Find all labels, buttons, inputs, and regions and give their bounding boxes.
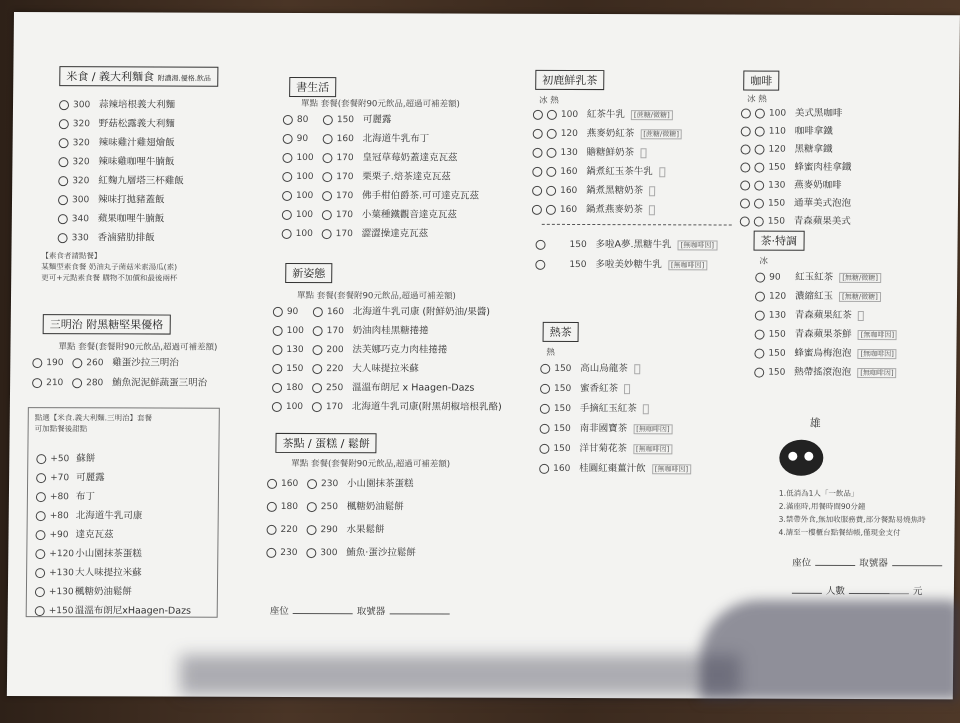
menu-item[interactable]: 100 170 佛手柑伯爵茶.可可達克瓦茲 — [282, 187, 479, 202]
check-circle-icon[interactable] — [533, 128, 543, 138]
check-circle-icon[interactable] — [754, 180, 764, 190]
menu-item[interactable]: 160 桂圓紅棗薑汁飲 [無咖啡因] — [539, 460, 691, 475]
check-circle-icon[interactable] — [59, 119, 69, 129]
seat-field-left: 座位 取號器 — [270, 603, 454, 618]
menu-item[interactable]: 150 蜜香紅茶 — [540, 380, 630, 394]
check-circle-icon[interactable] — [59, 100, 69, 110]
mascot-icon — [779, 440, 823, 476]
menu-item[interactable]: 160 鍋煮紅玉茶牛乳 — [532, 163, 665, 177]
check-circle-icon[interactable] — [273, 325, 283, 335]
check-circle-icon[interactable] — [322, 153, 332, 163]
menu-item[interactable]: +150溫溫布朗尼xHaagen-Dazs — [35, 602, 191, 617]
check-circle-icon[interactable] — [754, 367, 764, 377]
check-circle-icon[interactable] — [540, 383, 550, 393]
mascot-label: 雄 — [809, 416, 821, 430]
check-circle-icon[interactable] — [533, 109, 543, 119]
menu-item[interactable]: 150 手摘紅玉紅茶 — [540, 400, 649, 414]
check-circle-icon[interactable] — [36, 454, 46, 464]
check-circle-icon[interactable] — [532, 147, 542, 157]
menu-item[interactable]: 320 野菇松露義大利麵 — [59, 115, 175, 129]
check-circle-icon[interactable] — [273, 306, 283, 316]
coffee-section-title: 咖啡 — [743, 71, 779, 91]
new-header: 單點 套餐(套餐附90元飲品,超過可補差額) — [296, 291, 456, 302]
menu-item[interactable]: +50 蘇餅 — [36, 450, 95, 464]
check-circle-icon[interactable] — [36, 511, 46, 521]
milk-header: 冰 熱 — [539, 95, 559, 106]
check-circle-icon[interactable] — [741, 108, 751, 118]
coffee-header: 冰 熱 — [747, 94, 767, 105]
check-circle-icon[interactable] — [546, 204, 556, 214]
check-circle-icon[interactable] — [312, 383, 322, 393]
hot-header: 熱 — [546, 347, 555, 358]
menu-item[interactable]: 230 300 鮪魚·蛋沙拉鬆餅 — [266, 544, 416, 559]
check-circle-icon[interactable] — [283, 114, 293, 124]
menu-item[interactable]: +130大人味提拉米蘇 — [35, 564, 142, 578]
check-circle-icon[interactable] — [266, 547, 276, 557]
menu-item[interactable]: 90 160 北海道牛乳布丁 — [283, 130, 430, 145]
menu-item[interactable]: 130 青森蘋果紅茶 — [755, 307, 864, 321]
menu-item[interactable]: 100 紅茶牛乳 [蔗糖/微糖] — [533, 106, 673, 120]
check-circle-icon[interactable] — [312, 345, 322, 355]
menu-item[interactable]: 90 160 北海道牛乳司康 (附鮮奶油/果醬) — [273, 303, 490, 318]
check-circle-icon[interactable] — [532, 204, 542, 214]
menu-item[interactable]: 100 170 奶油肉桂黑糖捲捲 — [273, 322, 429, 337]
menu-item[interactable]: 100 170 小葉種鐵觀音達克瓦茲 — [282, 206, 457, 221]
check-circle-icon[interactable] — [755, 291, 765, 301]
menu-item[interactable]: 150 蜂蜜烏梅泡泡 [無咖啡因] — [754, 345, 897, 359]
check-circle-icon[interactable] — [313, 307, 323, 317]
check-circle-icon[interactable] — [72, 378, 82, 388]
check-circle-icon[interactable] — [282, 209, 292, 219]
menu-item[interactable]: 150 洋甘菊花茶 [無咖啡因] — [539, 440, 672, 454]
check-circle-icon[interactable] — [312, 364, 322, 374]
check-circle-icon[interactable] — [267, 478, 277, 488]
tea-header: 冰 — [759, 256, 768, 267]
check-circle-icon[interactable] — [754, 198, 764, 208]
hand-shadow — [180, 655, 740, 695]
dashed-divider — [542, 224, 732, 226]
check-circle-icon[interactable] — [755, 329, 765, 339]
check-circle-icon[interactable] — [540, 423, 550, 433]
menu-item[interactable]: +90 達克瓦茲 — [35, 526, 113, 540]
menu-item[interactable]: 110 咖啡拿鐵 — [741, 123, 833, 137]
check-circle-icon[interactable] — [740, 162, 750, 172]
check-circle-icon[interactable] — [323, 115, 333, 125]
check-circle-icon[interactable] — [313, 326, 323, 336]
check-circle-icon[interactable] — [306, 548, 316, 558]
check-circle-icon[interactable] — [532, 185, 542, 195]
check-circle-icon[interactable] — [307, 479, 317, 489]
menu-item[interactable]: 150 蜂蜜肉桂拿鐵 — [740, 159, 851, 173]
menu-item[interactable]: 210 280 鮪魚泥泥鮮蔬蛋三明治 — [32, 374, 207, 389]
menu-item[interactable]: 100 170 皇冠草莓奶蓋達克瓦茲 — [282, 149, 457, 164]
check-circle-icon[interactable] — [540, 403, 550, 413]
check-circle-icon[interactable] — [754, 162, 764, 172]
menu-item[interactable]: 100 美式黑咖啡 — [741, 105, 843, 119]
menu-item[interactable]: 150 青森蘋果茶鮮 [無咖啡因] — [755, 326, 898, 340]
check-circle-icon[interactable] — [282, 228, 292, 238]
check-circle-icon[interactable] — [755, 126, 765, 136]
menu-item[interactable]: 330 香滷豬肋排飯 — [58, 229, 155, 243]
check-circle-icon[interactable] — [283, 133, 293, 143]
check-circle-icon[interactable] — [267, 501, 277, 511]
check-circle-icon[interactable] — [539, 443, 549, 453]
check-circle-icon[interactable] — [272, 401, 282, 411]
check-circle-icon[interactable] — [36, 492, 46, 502]
check-circle-icon[interactable] — [323, 134, 333, 144]
check-circle-icon[interactable] — [741, 126, 751, 136]
check-circle-icon[interactable] — [32, 378, 42, 388]
check-circle-icon[interactable] — [282, 190, 292, 200]
check-circle-icon[interactable] — [755, 272, 765, 282]
menu-item[interactable]: 90 紅玉紅茶 [無糖/微糖] — [755, 269, 881, 283]
check-circle-icon[interactable] — [58, 233, 68, 243]
check-circle-icon[interactable] — [755, 310, 765, 320]
check-circle-icon[interactable] — [32, 358, 42, 368]
menu-item[interactable]: 150 熱帶搖滾泡泡 [無咖啡因] — [754, 364, 897, 378]
menu-item[interactable]: 120 濃縮紅玉 [無糖/微糖] — [755, 288, 881, 302]
menu-item[interactable]: +80 北海道牛乳司康 — [36, 507, 143, 521]
menu-item[interactable]: 150 高山烏龍茶 — [540, 360, 640, 374]
check-circle-icon[interactable] — [740, 180, 750, 190]
check-circle-icon[interactable] — [307, 525, 317, 535]
check-circle-icon[interactable] — [535, 259, 545, 269]
addon-note: 點選【米食.義大利麵.三明治】套餐 可加點餐後甜點 — [34, 413, 153, 434]
menu-item[interactable]: 100 170 栗栗子.焙茶達克瓦茲 — [282, 168, 451, 183]
check-circle-icon[interactable] — [307, 502, 317, 512]
seat-field-right: 座位 取號器 — [792, 555, 946, 570]
menu-item[interactable]: 150 多啦A夢.黑糖牛乳 [無咖啡因] — [535, 236, 717, 251]
menu-item[interactable]: +120小山園抹茶蛋糕 — [35, 545, 142, 559]
menu-item[interactable]: 160 鍋煮黑糖奶茶 — [532, 182, 655, 196]
check-circle-icon[interactable] — [755, 108, 765, 118]
check-circle-icon[interactable] — [546, 147, 556, 157]
check-circle-icon[interactable] — [740, 216, 750, 226]
menu-item[interactable]: 150 通華美式泡泡 — [740, 195, 851, 209]
menu-item[interactable]: 160 230 小山園抹茶蛋糕 — [267, 475, 414, 490]
check-circle-icon[interactable] — [272, 363, 282, 373]
menu-item[interactable]: +130楓糖奶油鬆餅 — [35, 583, 132, 597]
menu-item[interactable]: 180 250 溫溫布朗尼 x Haagen-Dazs — [272, 379, 474, 394]
check-circle-icon[interactable] — [59, 138, 69, 148]
menu-item[interactable]: 120 燕麥奶紅茶 [蔗糖/微糖] — [533, 125, 682, 140]
check-circle-icon[interactable] — [547, 128, 557, 138]
check-circle-icon[interactable] — [532, 166, 542, 176]
check-circle-icon[interactable] — [754, 144, 764, 154]
milk-section-title: 初鹿鮮乳茶 — [535, 70, 604, 90]
check-circle-icon[interactable] — [546, 185, 556, 195]
sandwich-section-title: 三明治 附黑糖堅果優格 — [43, 314, 171, 334]
check-circle-icon[interactable] — [35, 606, 45, 616]
check-circle-icon[interactable] — [58, 214, 68, 224]
check-circle-icon[interactable] — [740, 144, 750, 154]
sandwich-header: 單點 套餐(套餐附90元飲品,超過可補差額) — [58, 342, 218, 353]
hot-section-title: 熱茶 — [543, 322, 579, 342]
check-circle-icon[interactable] — [536, 239, 546, 249]
menu-item[interactable]: 150 多啦美妙糖牛乳 [無咖啡因] — [535, 256, 707, 271]
check-circle-icon[interactable] — [272, 344, 282, 354]
check-circle-icon[interactable] — [322, 191, 332, 201]
phone-shadow — [700, 600, 960, 700]
check-circle-icon[interactable] — [322, 229, 332, 239]
check-circle-icon[interactable] — [539, 463, 549, 473]
check-circle-icon[interactable] — [312, 402, 322, 412]
menu-item[interactable]: 150 220 大人味提拉米蘇 — [272, 360, 419, 375]
menu-item[interactable]: 220 290 水果鬆餅 — [267, 521, 385, 535]
menu-item[interactable]: 320 辣味雞汁雞翅燴飯 — [59, 134, 175, 148]
dessert-addon-box — [26, 407, 220, 618]
check-circle-icon[interactable] — [58, 157, 68, 167]
check-circle-icon[interactable] — [282, 152, 292, 162]
check-circle-icon[interactable] — [547, 109, 557, 119]
menu-item[interactable]: 120 黑糖拿鐵 — [740, 141, 832, 155]
menu-item[interactable]: 160 鍋煮燕麥奶茶 — [532, 201, 655, 215]
check-circle-icon[interactable] — [35, 549, 45, 559]
check-circle-icon[interactable] — [35, 587, 45, 597]
menu-item[interactable]: 80 150 可麗露 — [283, 111, 392, 125]
menu-item[interactable]: 130 燕麥奶咖啡 — [740, 177, 842, 191]
menu-item[interactable]: 130 贍糖鮮奶茶 — [532, 144, 646, 158]
check-circle-icon[interactable] — [540, 363, 550, 373]
new-section-title: 新姿態 — [285, 263, 332, 283]
check-circle-icon[interactable] — [546, 166, 556, 176]
rice-section-title: 米食 / 義大利麵食 附濃湯.優格.飲品 — [59, 66, 218, 87]
menu-item[interactable]: 100 170 澀澀操達克瓦茲 — [282, 225, 429, 240]
menu-item[interactable]: 130 200 法芙娜巧克力肉桂捲捲 — [272, 341, 447, 356]
check-circle-icon[interactable] — [267, 524, 277, 534]
menu-sheet — [7, 12, 960, 699]
check-circle-icon[interactable] — [58, 195, 68, 205]
health-section-title: 書生活 — [289, 77, 336, 97]
cake-section-title: 茶點 / 蛋糕 / 鬆餅 — [275, 433, 377, 453]
menu-item[interactable]: 340 蘋果咖哩牛腩飯 — [58, 210, 165, 224]
cake-header: 單點 套餐(套餐附90元飲品,超過可補差額) — [291, 458, 451, 470]
menu-item[interactable]: 320 紅麴九層塔三杯雞飯 — [58, 172, 184, 186]
menu-item[interactable]: 300 辣味打拋豬蓋飯 — [58, 191, 165, 205]
check-circle-icon[interactable] — [58, 176, 68, 186]
menu-item[interactable]: 100 170 北海道牛乳司康(附黑胡椒培根乳酪) — [272, 398, 502, 413]
check-circle-icon[interactable] — [72, 358, 82, 368]
check-circle-icon[interactable] — [36, 473, 46, 483]
check-circle-icon[interactable] — [754, 348, 764, 358]
check-circle-icon[interactable] — [35, 568, 45, 578]
check-circle-icon[interactable] — [322, 172, 332, 182]
menu-item[interactable]: 320 辣味雞咖哩牛腩飯 — [58, 153, 174, 167]
people-field: 人數 元 — [788, 583, 923, 597]
tea-section-title: 茶·特調 — [753, 231, 804, 251]
check-circle-icon[interactable] — [272, 382, 282, 392]
menu-item[interactable]: 150 青森蘋果美式 — [740, 213, 851, 227]
check-circle-icon[interactable] — [322, 210, 332, 220]
vegetarian-note: 【素食者請點餐】 某麵型素食餐 奶油丸子菌菇米素湯瓜(素) 更可+元點素食餐 購物不加價和最後兩杯 — [41, 251, 178, 283]
check-circle-icon[interactable] — [754, 216, 764, 226]
check-circle-icon[interactable] — [282, 171, 292, 181]
rules-list: 1.低消為1人「一飲品」 2.滿座時,用餐時間90分鐘 3.禁帶外食,無加收服務費,部分餐點易燒焦時 4.請至一樓櫃台點餐結帳,僅現金支付 — [778, 488, 926, 538]
menu-item[interactable]: 190 260 雞蛋沙拉三明治 — [32, 354, 179, 369]
check-circle-icon[interactable] — [35, 530, 45, 540]
menu-item[interactable]: 180 250 楓糖奶油鬆餅 — [267, 498, 404, 512]
menu-item[interactable]: 150 南非國寶茶 [無咖啡因] — [540, 420, 673, 434]
menu-item[interactable]: 300 蒜辣培根義大利麵 — [59, 96, 175, 110]
menu-item[interactable]: +70 可麗露 — [36, 469, 105, 483]
health-header: 單點 套餐(套餐附90元飲品,超過可補差額) — [300, 99, 460, 110]
menu-item[interactable]: +80 布丁 — [36, 488, 95, 502]
check-circle-icon[interactable] — [740, 198, 750, 208]
